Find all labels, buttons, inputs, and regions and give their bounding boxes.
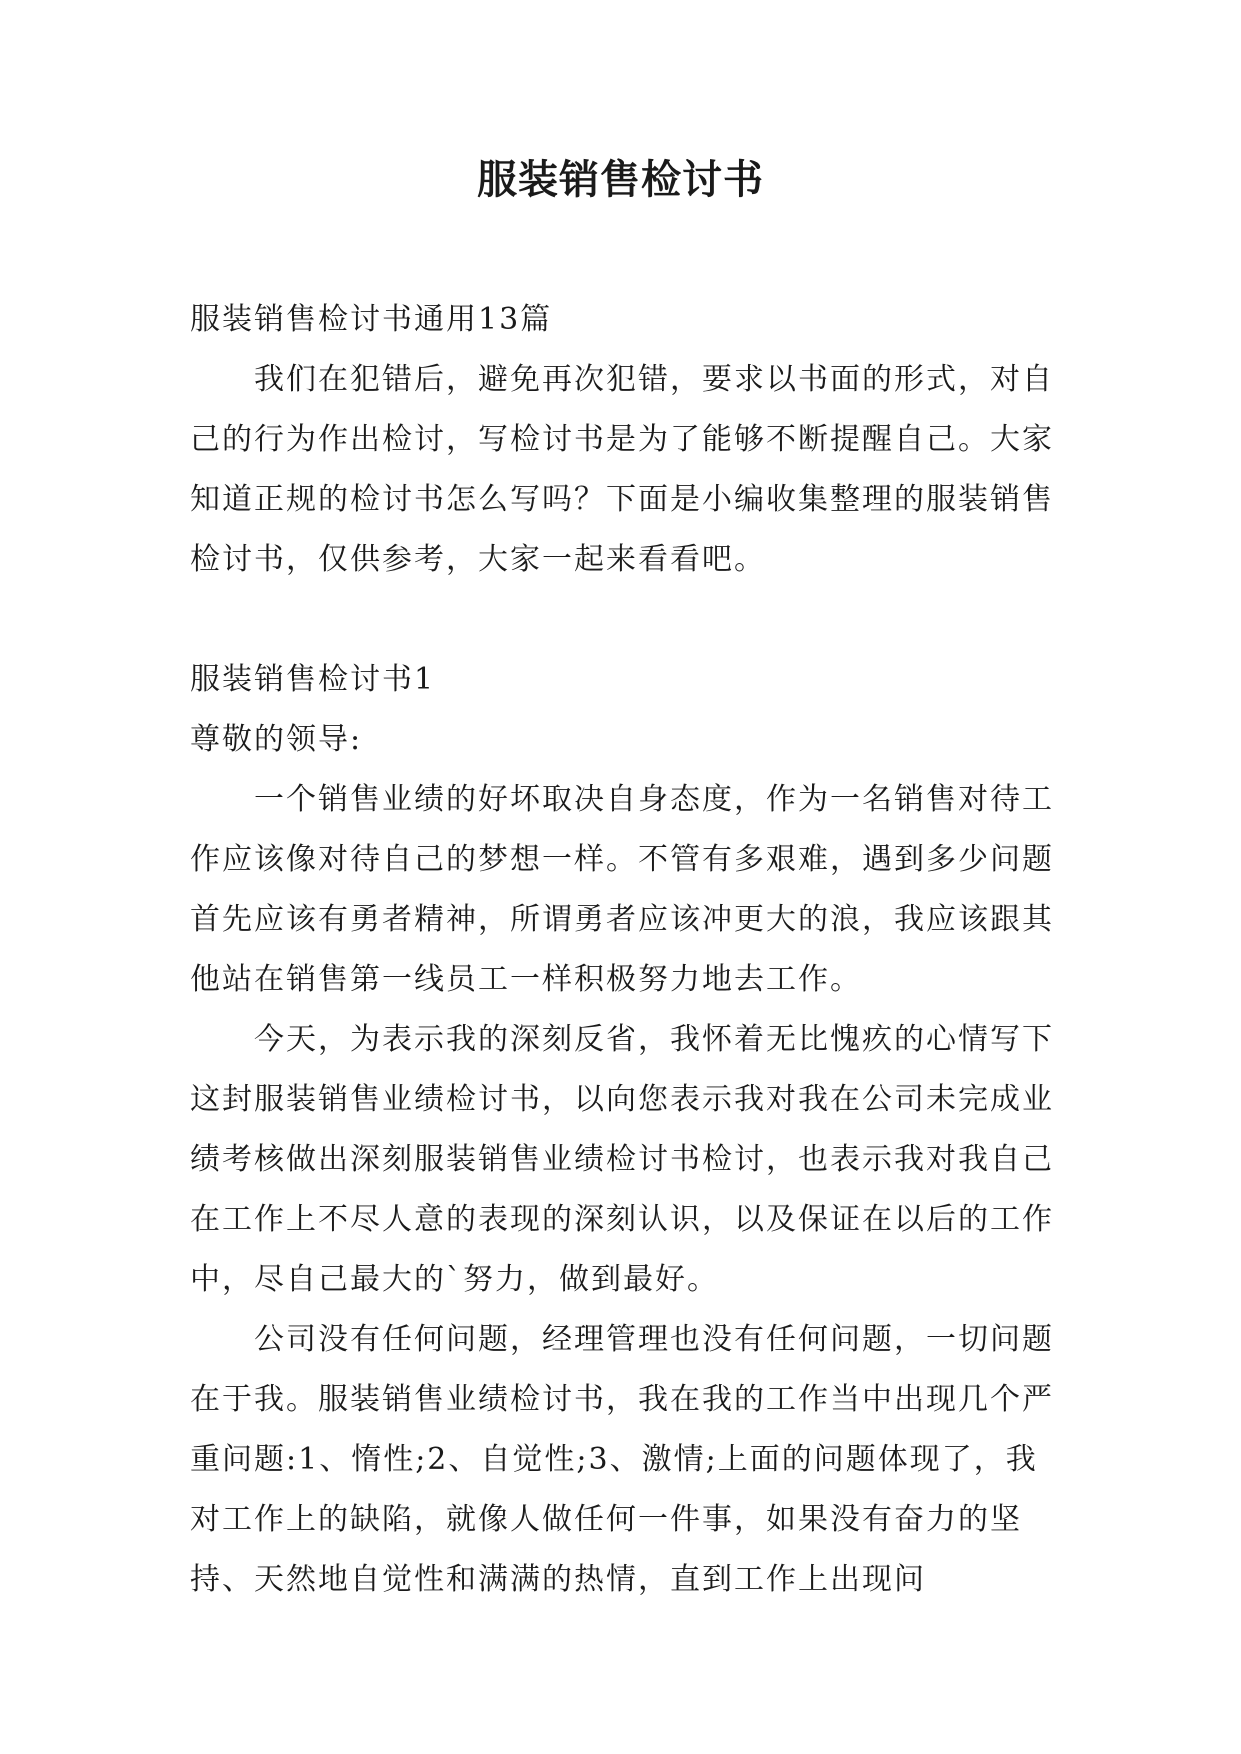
document-subtitle: 服装销售检讨书通用13篇 — [190, 302, 553, 337]
body-paragraph-1: 一个销售业绩的好坏取决自身态度，作为一名销售对待工作应该像对待自己的梦想一样。不管有多艰难，遇到多少问题首先应该有勇者精神，所谓勇者应该冲更大的浪，我应该跟其他站在销售第一线员工一样积极努力地去工作。 — [190, 782, 1054, 997]
body-paragraph-3: 公司没有任何问题，经理管理也没有任何问题，一切问题在于我。服装销售业绩检讨书，我在我的工作当中出现几个严重问题:1、惰性;2、自觉性;3、激情;上面的问题体现了，我对工作上的缺陷，就像人做任何一件事，如果没有奋力的坚持、天然地自觉性和满满的热情，直到工作上出现问 — [190, 1322, 1054, 1597]
section-heading: 服装销售检讨书1 — [190, 662, 436, 697]
intro-paragraph: 我们在犯错后，避免再次犯错，要求以书面的形式，对自己的行为作出检讨，写检讨书是为了能够不断提醒自己。大家知道正规的检讨书怎么写吗？下面是小编收集整理的服装销售检讨书，仅供参考，大家一起来看看吧。 — [190, 362, 1054, 577]
document-title: 服装销售检讨书 — [477, 157, 764, 203]
body-paragraph-2: 今天，为表示我的深刻反省，我怀着无比愧疚的心情写下这封服装销售业绩检讨书，以向您表示我对我在公司未完成业绩考核做出深刻服装销售业绩检讨书检讨，也表示我对我自己在工作上不尽人意的表现的深刻认识，以及保证在以后的工作中，尽自己最大的`努力，做到最好。 — [190, 1022, 1054, 1297]
salutation: 尊敬的领导: — [190, 722, 363, 757]
document-body — [190, 290, 1060, 1610]
